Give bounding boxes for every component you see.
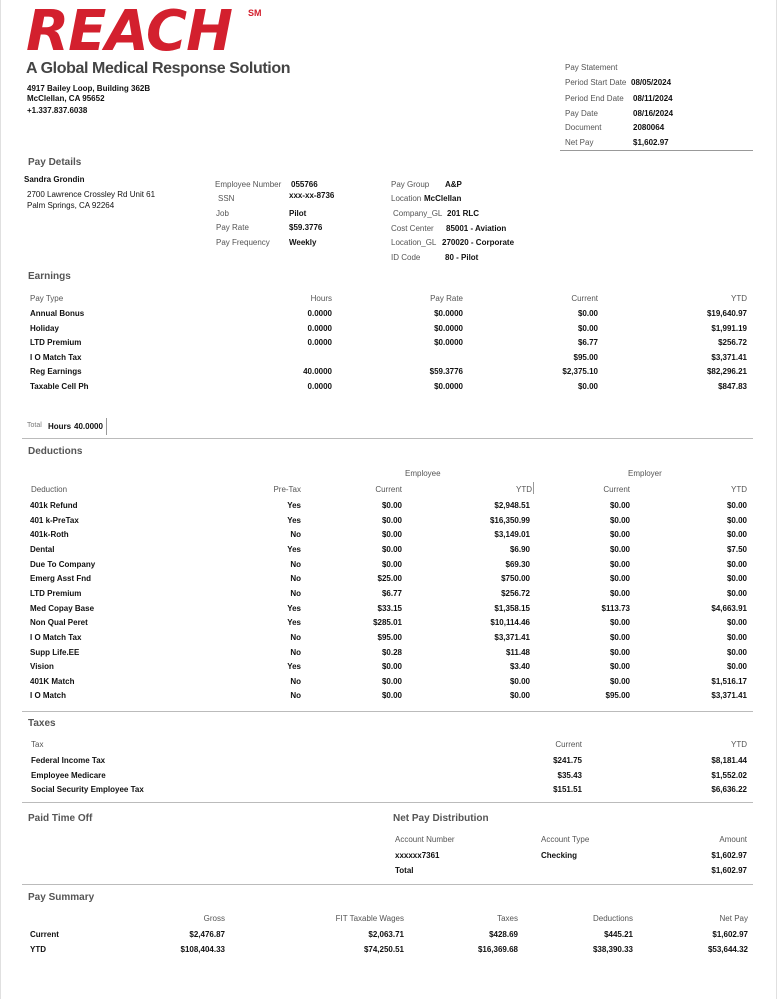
deduction-cell: Emerg Asst Fnd [30, 574, 92, 584]
divider [533, 482, 534, 494]
npd-total-amount: $1,602.97 [711, 866, 747, 875]
divider [22, 438, 753, 439]
earnings-cell: $0.0000 [434, 338, 463, 348]
deduction-cell: $0.00 [381, 515, 402, 525]
tax-cell: Social Security Employee Tax [31, 785, 144, 794]
pay-frequency: Weekly [289, 238, 317, 247]
earnings-cell: $0.00 [577, 323, 598, 333]
deduction-cell: $0.00 [726, 588, 747, 598]
npd-col-account-number: Account Number [395, 835, 455, 844]
deduction-cell: LTD Premium [30, 588, 82, 598]
earnings-cell: $59.3776 [429, 367, 463, 377]
deduction-cell: $69.30 [505, 559, 530, 569]
deduction-cell: $0.00 [726, 662, 747, 672]
earnings-cell: $0.0000 [434, 382, 463, 391]
pay-summary-title: Pay Summary [28, 892, 95, 903]
deduction-cell: $0.00 [509, 691, 530, 701]
summary-cell: $38,390.33 [592, 944, 633, 954]
deduction-cell: Yes [287, 501, 301, 510]
net-pay-amount: $1,602.97 [633, 138, 669, 147]
deduction-cell: $0.00 [381, 544, 402, 554]
summary-cell: $53,644.32 [707, 944, 748, 954]
earnings-cell: 0.0000 [307, 338, 332, 348]
deduction-cell: $6.90 [509, 544, 530, 554]
earnings-cell: 0.0000 [307, 382, 332, 391]
deduction-cell: No [290, 676, 301, 686]
deduction-cell: $2,948.51 [494, 501, 530, 510]
earnings-col-pay-type: Pay Type [30, 294, 64, 303]
deduction-cell: $750.00 [501, 574, 530, 584]
deduction-cell: $0.00 [726, 530, 747, 540]
deduction-cell: Dental [30, 544, 55, 554]
paid-time-off-title: Paid Time Off [28, 813, 93, 824]
earnings-cell: $6.77 [577, 338, 598, 348]
deduction-cell: $0.00 [726, 574, 747, 584]
earnings-cell: $0.00 [577, 382, 598, 391]
earnings-total-hours-label: Hours [48, 422, 72, 431]
deduction-cell: $0.00 [726, 515, 747, 525]
deduction-cell: No [290, 530, 301, 540]
deduction-cell: $3,149.01 [494, 530, 530, 540]
earnings-cell: $0.00 [577, 309, 598, 318]
detail-label: SSN [218, 194, 235, 203]
company-address-line-1: 4917 Bailey Loop, Building 362B [27, 84, 151, 93]
pay-rate: $59.3776 [289, 223, 323, 232]
npd-account-type: Checking [541, 851, 578, 860]
npd-total-label: Total [395, 866, 414, 875]
npd-col-account-type: Account Type [541, 835, 590, 844]
deduction-cell: $0.00 [509, 676, 530, 686]
earnings-cell: $256.72 [718, 338, 747, 348]
deduction-cell: $0.00 [726, 647, 747, 657]
summary-cell: $1,602.97 [712, 930, 748, 939]
detail-label: Pay Group [391, 180, 430, 189]
deduction-cell: I O Match [30, 691, 67, 701]
divider [560, 150, 753, 151]
deduction-cell: $0.00 [609, 662, 630, 672]
deductions-col-name: Deduction [31, 485, 68, 494]
deduction-cell: Vision [30, 662, 54, 672]
summary-col-net-pay: Net Pay [719, 914, 748, 923]
deduction-cell: $0.00 [609, 574, 630, 584]
detail-label: Job [216, 209, 229, 218]
deduction-cell: $0.00 [726, 632, 747, 642]
deduction-cell: $0.00 [726, 618, 747, 628]
deduction-cell: $0.00 [609, 515, 630, 525]
statement-label: Document [565, 123, 602, 132]
tax-cell: $151.51 [553, 785, 582, 794]
summary-col-gross: Gross [203, 914, 225, 923]
employee-address-line-1: 2700 Lawrence Crossley Rd Unit 61 [27, 190, 156, 199]
deduction-cell: $95.00 [377, 632, 402, 642]
detail-label: Cost Center [391, 224, 434, 233]
statement-title: Pay Statement [565, 63, 618, 72]
deduction-cell: 401k-Roth [30, 530, 69, 540]
statement-label: Period End Date [565, 94, 624, 103]
period-start-date: 08/05/2024 [631, 78, 672, 87]
earnings-total-hours: 40.0000 [74, 422, 103, 431]
summary-cell: $108,404.33 [180, 944, 225, 954]
earnings-title: Earnings [28, 271, 71, 282]
earnings-cell: Taxable Cell Ph [30, 382, 89, 391]
company-tagline: A Global Medical Response Solution [26, 60, 291, 77]
earnings-cell: $0.0000 [434, 323, 463, 333]
summary-col-fit: FIT Taxable Wages [335, 914, 404, 923]
earnings-col-hours: Hours [310, 294, 332, 303]
earnings-cell: $847.83 [718, 382, 747, 391]
deduction-cell: $25.00 [377, 574, 402, 584]
summary-cell: $428.69 [489, 930, 518, 939]
summary-col-taxes: Taxes [497, 914, 518, 923]
deduction-cell: $0.00 [609, 588, 630, 598]
tax-cell: Federal Income Tax [31, 756, 106, 765]
deduction-cell: 401k Refund [30, 501, 78, 510]
divider [22, 884, 753, 885]
id-code: 80 - Pilot [445, 253, 479, 262]
deduction-cell: Yes [287, 544, 301, 554]
deduction-cell: $0.00 [381, 559, 402, 569]
deduction-cell: Yes [287, 603, 301, 613]
deduction-cell: $95.00 [605, 691, 630, 701]
earnings-total-label: Total [27, 422, 42, 429]
deduction-cell: $256.72 [501, 588, 530, 598]
employee-number: 055766 [291, 180, 318, 189]
earnings-cell: $19,640.97 [706, 309, 747, 318]
earnings-cell: LTD Premium [30, 338, 82, 348]
document-number: 2080064 [633, 123, 665, 132]
detail-label: Location_GL [391, 238, 437, 247]
detail-label: Employee Number [215, 180, 282, 189]
deductions-group-employee: Employee [405, 469, 441, 478]
deduction-cell: No [290, 588, 301, 598]
deduction-cell: $3.40 [509, 662, 530, 672]
location: McClellan [424, 194, 462, 203]
deduction-cell: $0.00 [609, 530, 630, 540]
deduction-cell: Supp Life.EE [30, 647, 80, 657]
cost-center: 85001 - Aviation [446, 224, 507, 233]
deduction-cell: No [290, 574, 301, 584]
earnings-cell: Holiday [30, 323, 59, 333]
pay-details-title: Pay Details [28, 157, 82, 168]
earnings-cell: 0.0000 [307, 323, 332, 333]
deduction-cell: Med Copay Base [30, 603, 95, 613]
npd-col-amount: Amount [719, 835, 747, 844]
summary-cell: Current [30, 930, 59, 939]
location-gl: 270020 - Corporate [442, 238, 515, 247]
deductions-col-er-ytd: YTD [731, 485, 747, 494]
detail-label: Pay Rate [216, 223, 249, 232]
npd-amount: $1,602.97 [711, 851, 747, 860]
deduction-cell: No [290, 691, 301, 701]
summary-cell: $16,369.68 [477, 944, 518, 954]
net-pay-distribution-title: Net Pay Distribution [393, 813, 489, 824]
deduction-cell: Yes [287, 618, 301, 628]
deduction-cell: I O Match Tax [30, 632, 82, 642]
summary-cell: $2,476.87 [189, 930, 225, 939]
tax-cell: $35.43 [557, 770, 582, 780]
deduction-cell: $0.00 [609, 676, 630, 686]
detail-label: Location [391, 194, 422, 203]
deduction-cell: $0.00 [609, 501, 630, 510]
deduction-cell: $0.00 [381, 530, 402, 540]
deduction-cell: $0.00 [726, 559, 747, 569]
deduction-cell: $0.00 [381, 691, 402, 701]
deductions-col-er-current: Current [603, 485, 630, 494]
statement-label: Period Start Date [565, 78, 627, 87]
deduction-cell: 401 k-PreTax [30, 515, 79, 525]
deduction-cell: $3,371.41 [711, 691, 747, 701]
tax-cell: $6,636.22 [711, 785, 747, 794]
detail-label: Pay Frequency [216, 238, 270, 247]
deduction-cell: $33.15 [377, 603, 402, 613]
deductions-col-ee-current: Current [375, 485, 402, 494]
taxes-title: Taxes [28, 718, 56, 729]
deduction-cell: Yes [287, 662, 301, 672]
earnings-cell: $3,371.41 [711, 352, 747, 362]
earnings-col-ytd: YTD [731, 294, 747, 303]
detail-label: ID Code [391, 253, 421, 262]
deduction-cell: $0.00 [609, 632, 630, 642]
job: Pilot [289, 209, 307, 218]
earnings-cell: Annual Bonus [30, 309, 85, 318]
deduction-cell: Due To Company [30, 559, 96, 569]
deduction-cell: 401K Match [30, 676, 75, 686]
summary-cell: YTD [30, 944, 46, 954]
employee-address-line-2: Palm Springs, CA 92264 [27, 201, 115, 210]
statement-label: Pay Date [565, 109, 598, 118]
taxes-col-ytd: YTD [731, 740, 747, 749]
deduction-cell: $0.00 [609, 618, 630, 628]
deduction-cell: Non Qual Peret [30, 618, 88, 628]
earnings-cell: 0.0000 [307, 309, 332, 318]
divider [22, 711, 753, 712]
deduction-cell: $0.00 [381, 662, 402, 672]
deduction-cell: $1,516.17 [711, 676, 747, 686]
deduction-cell: $3,371.41 [494, 632, 530, 642]
deduction-cell: No [290, 647, 301, 657]
earnings-cell: $95.00 [573, 352, 598, 362]
deduction-cell: $113.73 [601, 603, 630, 613]
deduction-cell: No [290, 559, 301, 569]
earnings-cell: $0.0000 [434, 309, 463, 318]
company-gl: 201 RLC [447, 209, 480, 218]
npd-account-number: xxxxxx7361 [395, 851, 440, 860]
summary-cell: $2,063.71 [368, 930, 404, 939]
earnings-col-current: Current [571, 294, 598, 303]
earnings-cell: $1,991.19 [711, 323, 747, 333]
deduction-cell: $11.48 [505, 647, 530, 657]
divider [106, 418, 107, 435]
earnings-col-pay-rate: Pay Rate [430, 294, 463, 303]
deduction-cell: $0.00 [609, 544, 630, 554]
deduction-cell: $1,358.15 [494, 603, 530, 613]
statement-label: Net Pay [565, 138, 594, 147]
earnings-cell: $2,375.10 [562, 367, 598, 377]
company-address-line-2: McClellan, CA 95652 [27, 94, 105, 103]
taxes-col-tax: Tax [31, 740, 44, 749]
period-end-date: 08/11/2024 [633, 94, 673, 103]
earnings-cell: I O Match Tax [30, 352, 82, 362]
deductions-col-pretax: Pre-Tax [273, 485, 301, 494]
deduction-cell: $6.77 [381, 588, 402, 598]
tax-cell: $241.75 [553, 756, 582, 765]
deduction-cell: $0.00 [609, 647, 630, 657]
deduction-cell: Yes [287, 515, 301, 525]
deduction-cell: $0.00 [381, 676, 402, 686]
service-mark: SM [248, 8, 262, 18]
deduction-cell: No [290, 632, 301, 642]
page-left-edge [0, 0, 1, 999]
reach-logo: REACH [26, 0, 232, 64]
deduction-cell: $285.01 [373, 618, 402, 628]
divider [22, 802, 753, 803]
tax-cell: $8,181.44 [711, 756, 747, 765]
deduction-cell: $7.50 [726, 544, 747, 554]
pay-date: 08/16/2024 [633, 109, 674, 118]
deductions-title: Deductions [28, 446, 83, 457]
ssn: xxx-xx-8736 [289, 191, 335, 200]
detail-label: Company_GL [393, 209, 443, 218]
deductions-col-ee-ytd: YTD [516, 485, 532, 494]
deduction-cell: $4,663.91 [711, 603, 747, 613]
deduction-cell: $0.28 [381, 647, 402, 657]
earnings-cell: Reg Earnings [30, 367, 82, 377]
taxes-col-current: Current [555, 740, 582, 749]
deduction-cell: $0.00 [609, 559, 630, 569]
deduction-cell: $16,350.99 [489, 515, 530, 525]
pay-group: A&P [445, 180, 462, 189]
employee-name: Sandra Grondin [24, 175, 85, 184]
summary-cell: $445.21 [604, 930, 633, 939]
earnings-cell: 40.0000 [303, 367, 332, 377]
deductions-group-employer: Employer [628, 469, 662, 478]
summary-cell: $74,250.51 [363, 944, 404, 954]
deduction-cell: $0.00 [726, 501, 747, 510]
tax-cell: Employee Medicare [31, 770, 106, 780]
earnings-cell: $82,296.21 [706, 367, 747, 377]
summary-col-deductions: Deductions [592, 914, 633, 923]
tax-cell: $1,552.02 [711, 770, 747, 780]
company-phone: +1.337.837.6038 [27, 106, 88, 115]
deduction-cell: $10,114.46 [490, 618, 530, 628]
deduction-cell: $0.00 [381, 501, 402, 510]
